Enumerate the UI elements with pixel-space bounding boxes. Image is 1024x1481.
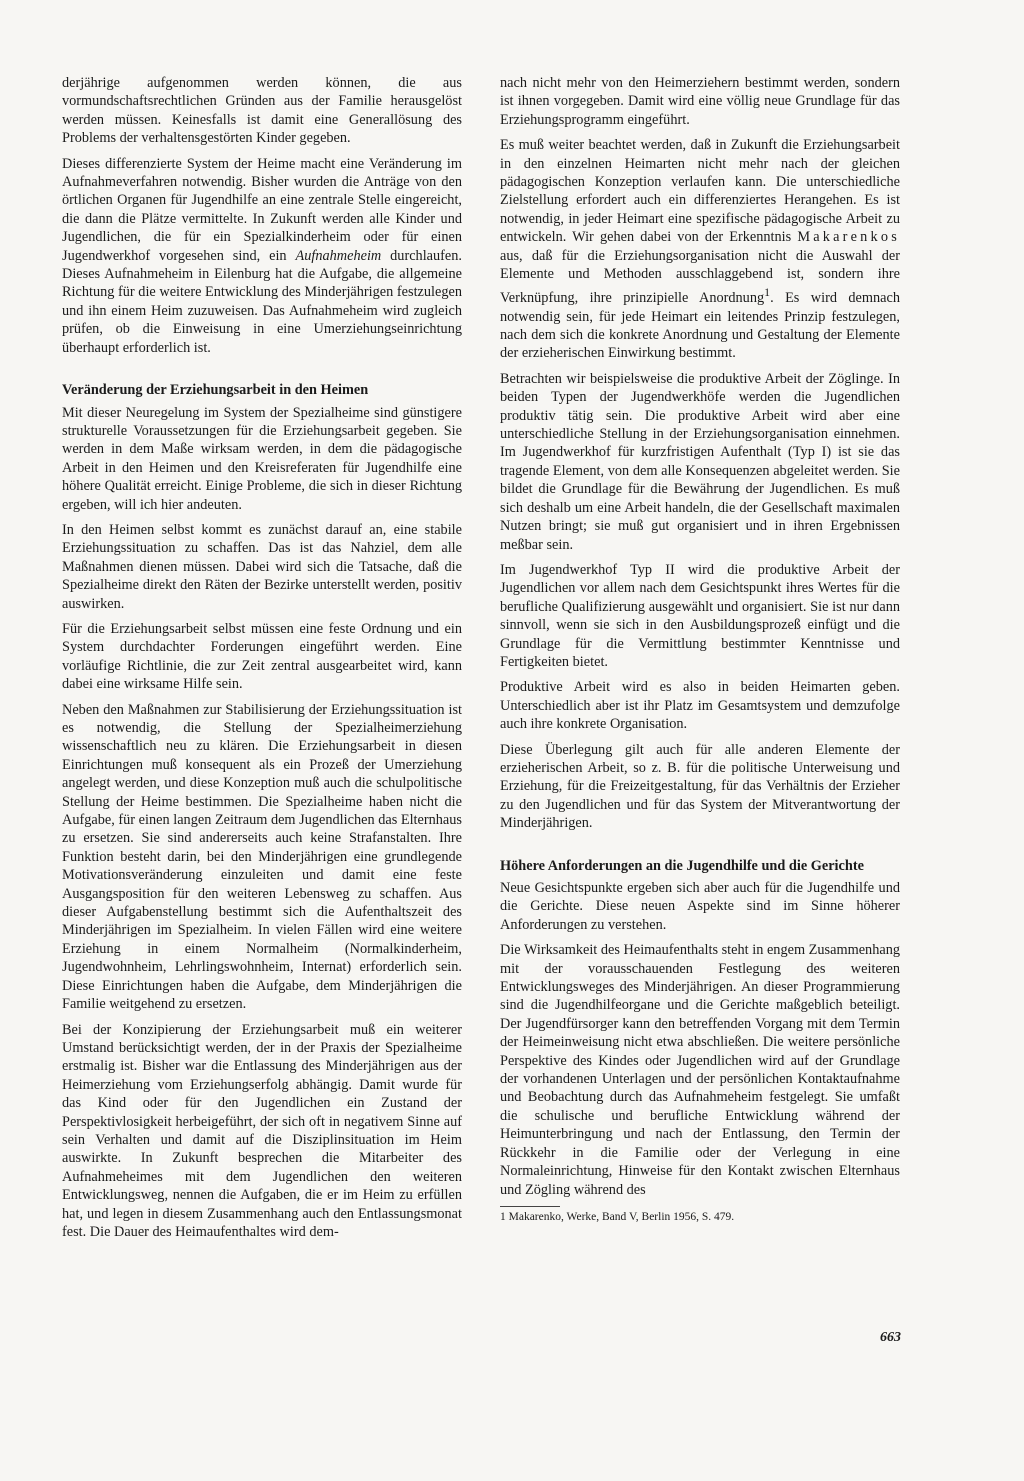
left-column (62, 74, 462, 1248)
section-heading: Höhere Anforderungen an die Jugendhilfe und die Gerichte (500, 857, 864, 874)
paragraph: Es muß weiter beachtet werden, daß in Zukunft die Erziehungsarbeit in den einzelnen Heimarten nicht mehr nach der gleichen pädagogischen Konzeption verlaufen kann. Die unterschiedliche Zielstellung erfordert auch ein differenziertes Herangehen. Es ist notwendig, in jeder Heimart eine spezifische pädagogische Arbeit zu entwickeln. Wir gehen dabei von der Erkenntnis Makarenkos aus, daß für die Erziehungsorganisation nicht die Auswahl der Elemente und Methoden ausschlaggebend ist, sondern ihre Verknüpfung, ihre prinzipielle Anordnung$^1$. Es wird demnach notwendig sein, für jede Heimart ein leitendes Prinzip festzulegen, nach dem sich die konkrete Anordnung und Gestaltung der Elemente der erzieherischen Einwirkung bestimmt. (500, 137, 900, 362)
footnote: 1 Makarenko, Werke, Band V, Berlin 1956, S. 479. (500, 1210, 735, 1223)
paragraph: nach nicht mehr von den Heimerziehern bestimmt werden, sondern ist ihnen vorgegeben. Damit wird eine völlig neue Grundlage für das Erziehungsprogramm eingeführt. (500, 75, 900, 128)
paragraph: Für die Erziehungsarbeit selbst müssen eine feste Ordnung und ein System durchdachter Forderungen eingeführt werden. Eine vorläufige Richtlinie, die zur Zeit zentral ausgearbeitet wird, kann dabei eine wirksame Hilfe sein. (62, 620, 462, 693)
page-number: 663 (880, 1330, 901, 1345)
footnote-mark: 1 (764, 285, 771, 300)
paragraph: derjährige aufgenommen werden können, die aus vormundschaftsrechtlichen Gründen aus der Familie herausgelöst werden müssen. Keinesfalls ist damit eine Generallösung des Problems der verhaltensgestörten Kinder gegeben. (62, 75, 462, 147)
paragraph: Diese Überlegung gilt auch für alle anderen Elemente der erzieherischen Arbeit, so z. B. für die politische Unterweisung und Erziehung, für die Freizeitgestaltung, für das Verhältnis der Erzieher zu den Jugendlichen und für das System der Mitverantwortung der Minderjährigen. (500, 741, 900, 832)
paragraph: Neben den Maßnahmen zur Stabilisierung der Erziehungssituation ist es notwendig, die Stellung der Spezialheimerziehung wissenschaftlich neu zu klären. Die Erziehungsarbeit in diesen Einrichtungen muß konsequent als ein Prozeß der Umerziehung angelegt werden, und diese Konzeption muß auch die schulpolitische Stellung der Heime bestimmen. Die Spezialheime haben nicht die Aufgabe, für einen langen Zeitraum dem Jugendlichen das Elternhaus zu ersetzen. Sie sind andererseits auch keine Strafanstalten. Ihre Funktion besteht darin, bei den Minderjährigen eine grundlegende Motivationsveränderung einzuleiten und damit eine feste Ausgangsposition für den weiteren Lebensweg zu schaffen. Aus dieser Aufgabenstellung bestimmt sich die Aufenthaltszeit des Minderjährigen im Spezialheim. In vielen Fällen wird eine weitere Erziehung in einem Normalheim (Normalkinderheim, Jugendwohnheim, Lehrlingswohnheim, Internat) erforderlich sein. Diese Einrichtungen haben die Aufgabe, dem Minderjährigen die Familie weitgehend zu ersetzen. (62, 701, 462, 1013)
paragraph: Bei der Konzipierung der Erziehungsarbeit muß ein weiterer Umstand berücksichtigt werden, der in der Praxis der Spezialheime erstmalig ist. Bisher war die Entlassung des Minderjährigen aus der Heimerziehung vom Erziehungserfolg abhängig. Damit wurde für das Kind oder für den Jugendlichen ein Zustand der Perspektivlosigkeit herbeigeführt, der sich oft in negativem Sinne auf sein Verhalten und damit auf die Disziplinsituation im Heim auswirkte. In Zukunft besprechen die Mitarbeiter des Aufnahmeheimes mit dem Jugendlichen den weiteren Entwicklungsweg, nennen die Aufgaben, die er im Heim zu erfüllen hat, und legen in diesem Zusammenhang auch den Entlassungsmonat fest. Die Dauer des Heimaufenthaltes wird dem- (62, 1021, 462, 1240)
paragraph: Neue Gesichtspunkte ergeben sich aber auch für die Jugendhilfe und die Gerichte. Diese neuen Aspekte sind im Sinne höherer Anforderungen zu verstehen. (500, 880, 900, 933)
paragraph: Die Wirksamkeit des Heimaufenthalts steht in engem Zusammenhang mit der vorausschauenden Festlegung des weiteren Entwicklungsweges des Minderjährigen. An dieser Programmierung sind die Jugendhilfeorgane und die Gerichte maßgeblich beteiligt. Der Jugendfürsorger kann den betreffenden Vorgang mit dem Termin der Heimeinweisung nicht etwa abschließen. Die weitere persönliche Perspektive des Kindes oder Jugendlichen wird auf der Grundlage der vorhandenen Unterlagen und der persönlichen Kontaktaufnahme und Beobachtung durch das Aufnahmeheim festgelegt. Sie umfaßt die schulische und berufliche Entwicklung während der Heimunterbringung und nach der Entlassung, den Termin der Rückkehr in die Familie oder der Verlegung in eine Normaleinrichtung, Hinweise für den Kontakt zwischen Elternhaus und Zögling während des (500, 942, 900, 1198)
section-heading: Veränderung der Erziehungsarbeit in den Heimen (62, 382, 369, 399)
paragraph: Produktive Arbeit wird es also in beiden Heimarten geben. Unterschiedlich aber ist ihr Platz im Gesamtsystem und demzufolge auch ihre konkrete Organisation. (500, 679, 900, 733)
paragraph: Betrachten wir beispielsweise die produktive Arbeit der Zöglinge. In beiden Typen der Jugendwerkhöfe werden die Jugendlichen produktiv tätig sein. Die produktive Arbeit wird aber eine unterschiedliche Stellung in der Erziehungsorganisation einnehmen. Im Jugendwerkhof für kurzfristigen Aufenthalt (Typ I) ist sie das tragende Element, von dem alle Konsequenzen abgeleitet werden. Sie bildet die Grundlage für die Bewährung der Jugendlichen. Es muß sich deshalb um eine Arbeit handeln, die der Gesellschaft maximalen Nutzen bringt; sie muß gut organisiert und in ihren Ergebnissen meßbar sein. (500, 370, 900, 553)
paragraph: Dieses differenzierte System der Heime macht eine Veränderung im Aufnahmeverfahren notwendig. Bisher wurden die Anträge von den örtlichen Organen für Jugendhilfe an eine zentrale Stelle eingereicht, die dann die Plätze vermittelte. In Zukunft werden alle Kinder und Jugendlichen, die für ein Spezialkinderheim oder für einen Jugendwerkhof vorgesehen sind, ein Aufnahmeheim durchlaufen. Dieses Aufnahmeheim in Eilenburg hat die Aufgabe, die allgemeine Richtung für die weitere Entwicklung des Minderjährigen festzulegen und ihn einem Heim zuzuweisen. Das Aufnahmeheim wird zugleich prüfen, ob die Einweisung in eine Umerziehungseinrichtung überhaupt erforderlich ist. (62, 155, 462, 356)
paragraph: In den Heimen selbst kommt es zunächst darauf an, eine stabile Erziehungssituation zu schaffen. Das ist das Nahziel, dem alle Maßnahmen dienen müssen. Dabei wird sich die Tatsache, daß die Spezialheime direkt den Räten der Bezirke unterstellt werden, positiv auswirken. (62, 521, 462, 612)
emphasis: Aufnahmeheim (295, 247, 382, 264)
footnote-rule (500, 1206, 560, 1207)
paragraph: Im Jugendwerkhof Typ II wird die produktive Arbeit der Jugendlichen vor allem nach dem Gesichtspunkt ihres Wertes für die berufliche Qualifizierung ausgewählt und organisiert. Sie ist nur dann sinnvoll, wenn sie sich in den Ausbildungsprozeß einfügt und die Grundlage für die Vermittlung bestimmter Kenntnisse und Fertigkeiten bietet. (500, 561, 900, 670)
spaced-name: Makarenkos (797, 229, 900, 246)
right-column (500, 74, 900, 1224)
paragraph: Mit dieser Neuregelung im System der Spezialheime sind günstigere strukturelle Voraussetzungen für die Erziehungsarbeit gegeben. Sie werden in dem Maße wirksam werden, in dem die pädagogische Arbeit in den Heimen und den Kreisreferaten für Jugendhilfe eine höhere Qualität erreicht. Einige Probleme, die sich in dieser Richtung ergeben, will ich hier andeuten. (62, 404, 462, 513)
